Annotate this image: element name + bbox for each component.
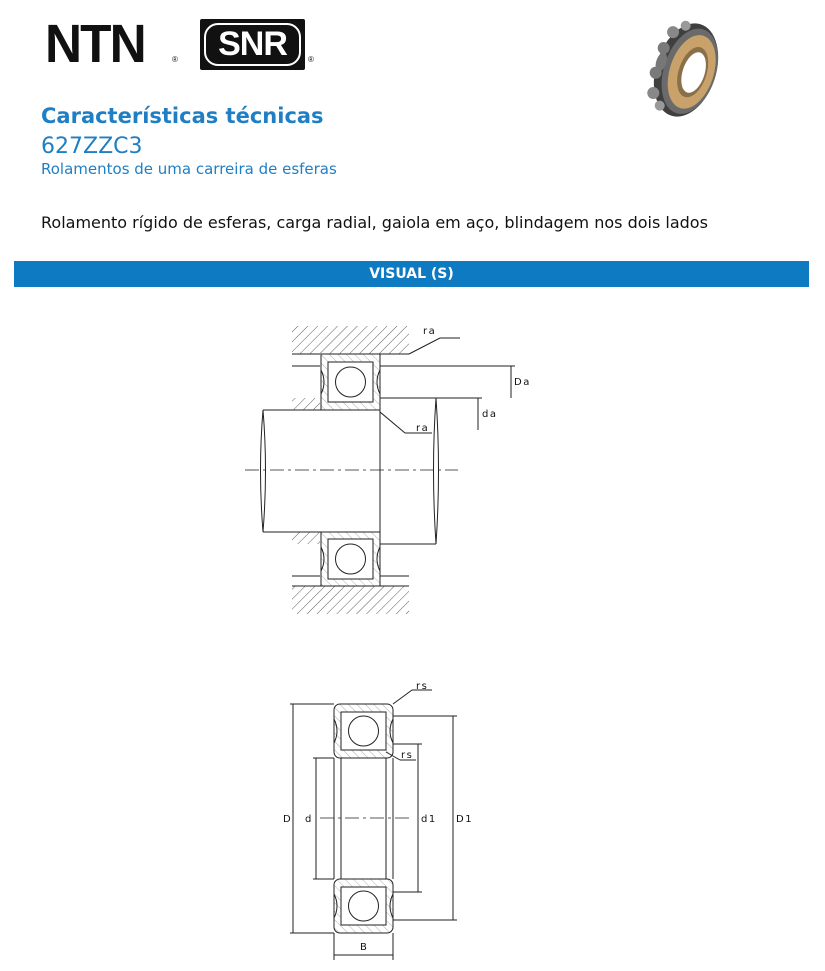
registered-mark: ® (308, 55, 314, 64)
label-ra-top: ra (423, 326, 437, 337)
label-da: da (482, 409, 498, 420)
label-d: d (305, 814, 313, 825)
label-Da: Da (514, 377, 531, 388)
label-D: D (283, 814, 293, 825)
mounting-drawing (245, 326, 515, 614)
label-d1: d1 (421, 814, 437, 825)
label-D1: D1 (456, 814, 474, 825)
snr-logo-text: SNR (204, 23, 301, 66)
label-rs-top: rs (416, 681, 429, 692)
model-number: 627ZZC3 (41, 134, 143, 159)
dimension-drawing (290, 690, 457, 960)
label-B: B (360, 942, 369, 953)
ntn-logo: NTN (45, 14, 145, 74)
label-rs-mid: rs (401, 750, 414, 761)
product-description: Rolamento rígido de esferas, carga radial, gaiola em aço, blindagem nos dois lados (41, 213, 708, 232)
section-header-visual: VISUAL (S) (14, 261, 809, 287)
registered-mark: ® (172, 55, 178, 64)
product-family: Rolamentos de uma carreira de esferas (41, 160, 337, 178)
label-ra-mid: ra (416, 423, 430, 434)
page-title: Características técnicas (41, 104, 324, 128)
